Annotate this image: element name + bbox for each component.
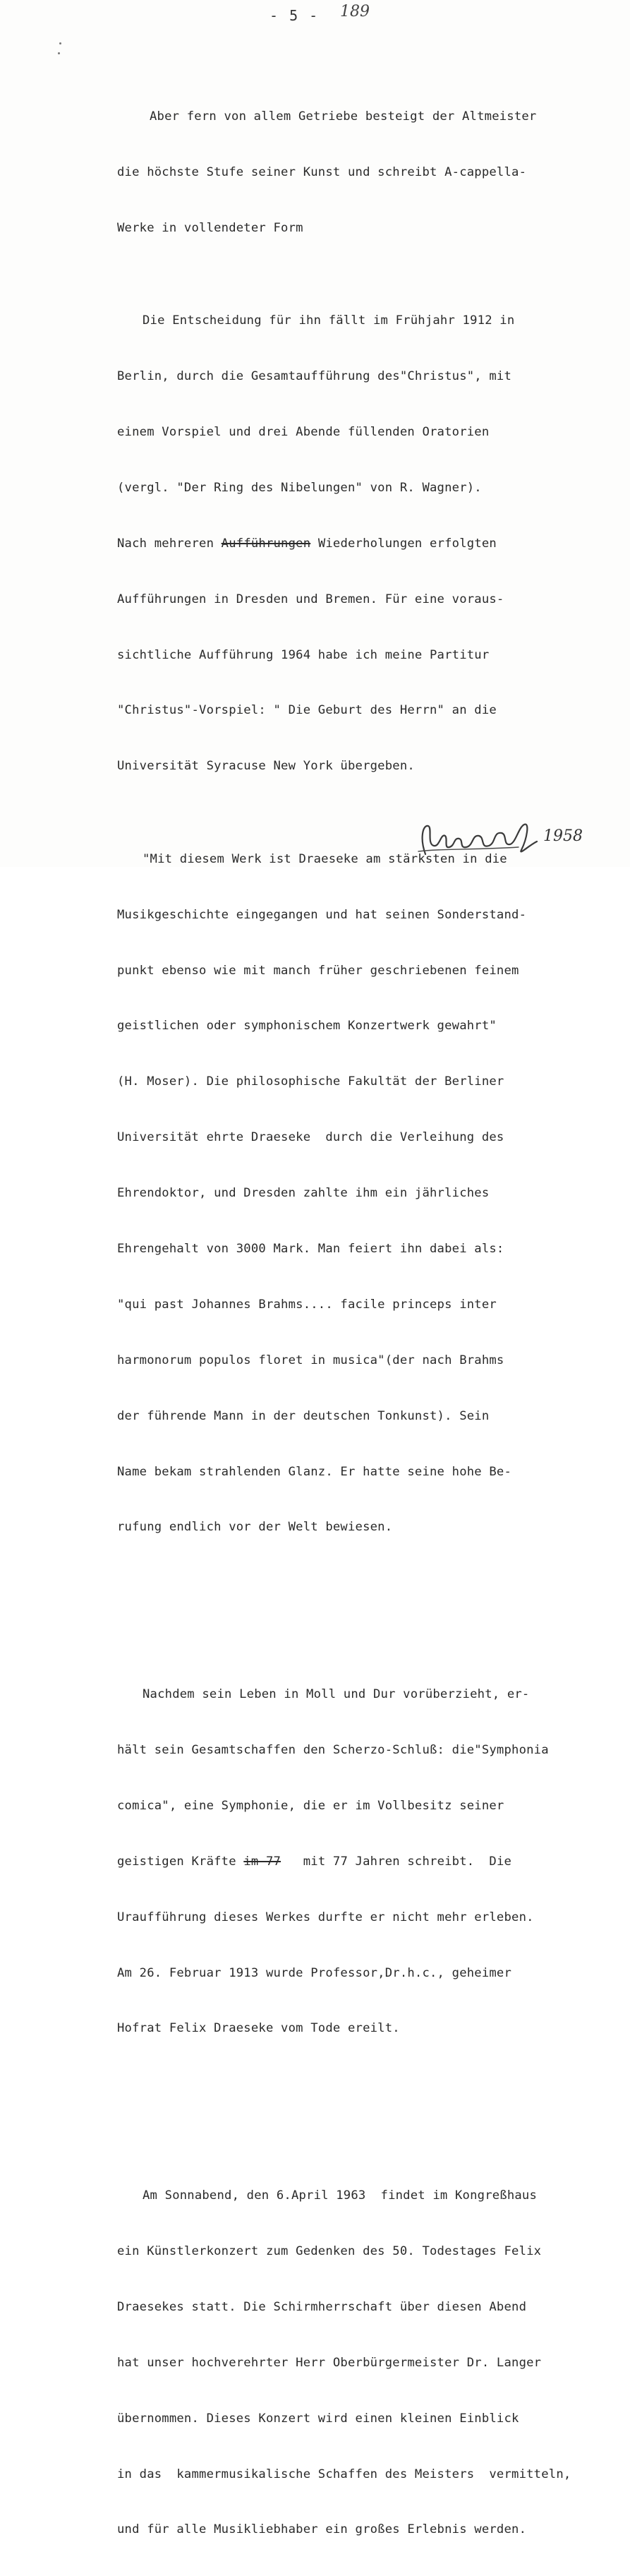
- text-line: Universität ehrte Draeseke durch die Verleihung des: [117, 1130, 504, 1145]
- paper-speck: [59, 42, 61, 44]
- line-suffix: Wiederholungen erfolgten: [317, 536, 497, 551]
- typed-text-body: [117, 52, 569, 2576]
- paper-speck: [58, 52, 60, 54]
- handwritten-year: 1958: [543, 827, 583, 845]
- text-line: übernommen. Dieses Konzert wird einen kleinen Einblick: [117, 2411, 519, 2426]
- text-line: sichtliche Aufführung 1964 habe ich meine Partitur: [117, 647, 490, 662]
- text-line: Draesekes statt. Die Schirmherrschaft über diesen Abend: [117, 2299, 527, 2314]
- text-line: hält sein Gesamtschaffen den Scherzo-Schluß: die"Symphonia: [117, 1743, 549, 1758]
- text-line: hat unser hochverehrter Herr Oberbürgermeister Dr. Langer: [117, 2355, 542, 2370]
- text-line: und für alle Musikliebhaber ein großes Erlebnis werden.: [117, 2522, 527, 2537]
- text-line: Hofrat Felix Draeseke vom Tode ereilt.: [117, 2021, 400, 2036]
- text-line: der führende Mann in der deutschen Tonkunst). Sein: [117, 1408, 490, 1423]
- text-line: die höchste Stufe seiner Kunst und schreibt A-cappella-: [117, 164, 527, 179]
- paragraph-gap: [117, 2094, 569, 2112]
- text-line: Nachdem sein Leben in Moll und Dur vorüberzieht, er-: [143, 1687, 530, 1702]
- text-line: einem Vorspiel und drei Abende füllenden Oratorien: [117, 424, 490, 439]
- text-line: Name bekam strahlenden Glanz. Er hatte seine hohe Be-: [117, 1464, 512, 1479]
- text-line: "qui past Johannes Brahms.... facile princeps inter: [117, 1297, 497, 1312]
- text-line: harmonorum populos floret in musica"(der nach Brahms: [117, 1353, 504, 1367]
- text-line: Am Sonnabend, den 6.April 1963 findet im Kongreßhaus: [143, 2188, 538, 2203]
- text-line: Am 26. Februar 1913 wurde Professor,Dr.h.c., geheimer: [117, 1965, 512, 1980]
- text-line: Aber fern von allem Getriebe besteigt der Altmeister: [150, 109, 537, 124]
- text-line: punkt ebenso wie mit manch früher geschriebenen feinem: [117, 963, 519, 978]
- text-line: Ehrengehalt von 3000 Mark. Man feiert ihn dabei als:: [117, 1242, 504, 1256]
- text-line-with-strikethrough: [117, 1852, 569, 1871]
- text-line: Uraufführung dieses Werkes durfte er nicht mehr erleben.: [117, 1910, 534, 1924]
- handwritten-page-number: 189: [340, 3, 370, 20]
- struck-word: im 77: [243, 1854, 281, 1869]
- text-line: rufung endlich vor der Welt bewiesen.: [117, 1520, 393, 1535]
- text-line: Werke in vollendeter Form: [117, 220, 303, 235]
- text-line: geistlichen oder symphonischem Konzertwerk gewahrt": [117, 1019, 497, 1034]
- line-prefix: geistigen Kräfte: [117, 1854, 244, 1869]
- text-line: Musikgeschichte eingegangen und hat seinen Sonderstand-: [117, 907, 527, 922]
- text-line: "Christus"-Vorspiel: " Die Geburt des Herrn" an die: [117, 703, 497, 718]
- text-line: Ehrendoktor, und Dresden zahlte ihm ein jährliches: [117, 1186, 490, 1201]
- text-line: Aufführungen in Dresden und Bremen. Für eine voraus-: [117, 592, 504, 606]
- struck-word: Aufführungen: [221, 536, 311, 551]
- text-line: Die Entscheidung für ihn fällt im Frühjahr 1912 in: [143, 313, 515, 328]
- text-line: ein Künstlerkonzert zum Gedenken des 50. Todestages Felix: [117, 2244, 542, 2259]
- line-suffix: mit 77 Jahren schreibt. Die: [303, 1854, 512, 1869]
- text-line: Berlin, durch die Gesamtaufführung des"Christus", mit: [117, 369, 512, 384]
- text-line: (H. Moser). Die philosophische Fakultät der Berliner: [117, 1074, 504, 1089]
- text-line-with-strikethrough: [117, 534, 569, 553]
- text-line: Universität Syracuse New York übergeben.: [117, 759, 415, 774]
- paragraph-gap: [117, 1593, 569, 1611]
- text-line: in das kammermusikalische Schaffen des Meisters vermitteln,: [117, 2467, 571, 2481]
- text-line: (vergl. "Der Ring des Nibelungen" von R. Wagner).: [117, 480, 482, 495]
- text-line: comica", eine Symphonie, die er im Vollbesitz seiner: [117, 1798, 504, 1813]
- line-prefix: Nach mehreren: [117, 536, 222, 551]
- page-number: - 5 -: [269, 7, 320, 24]
- handwritten-signature: [413, 817, 547, 860]
- text-line: "Mit diesem Werk ist Draeseke am stärksten in die: [143, 851, 507, 866]
